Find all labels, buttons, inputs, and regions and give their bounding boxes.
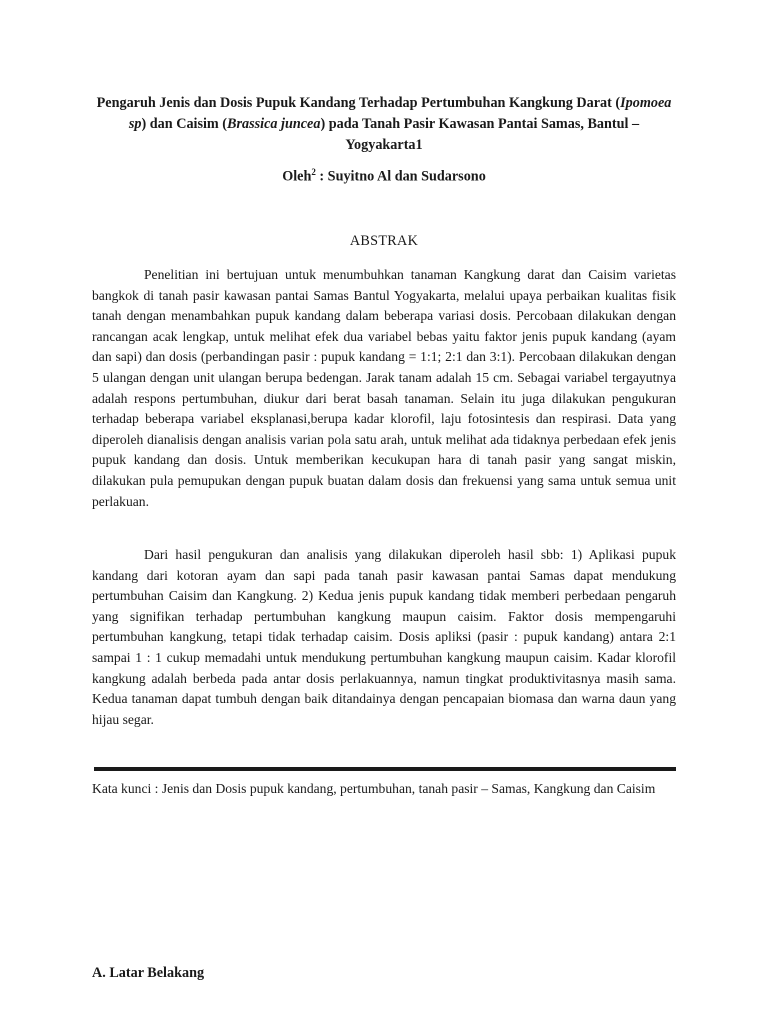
abstract-paragraph-2: Dari hasil pengukuran dan analisis yang dilakukan diperoleh hasil sbb: 1) Aplikasi pupuk kandang dari kotoran ayam dan sapi pada tanah pasir kawasan pantai Samas dapat mendukung pertumbuhan Caisim dan Kangkung. 2) Kedua jenis pupuk kandang tidak memberi perbedaan pengaruh yang signifikan terhadap pertumbuhan kangkung maupun caisim. Faktor dosis mempengaruhi pertumbuhan kangkung, tetapi tidak terhadap caisim. Dosis apliksi (pasir : pupuk kandang) antara 2:1 sampai 1 : 1 cukup memadahi untuk mendukung pertumbuhan kangkung maupun caisim. Kadar klorofil kangkung adalah berbeda pada antar dosis perlakuannya, namun tingkat produktivitasnya masih sama. Kedua tanaman dapat tumbuh dengan baik ditandainya dengan pencapaian biomasa dan warna daun yang hijau segar. bbox=[92, 547, 676, 727]
author-names: : Suyitno Al dan Sudarsono bbox=[315, 168, 486, 185]
author-prefix: Oleh bbox=[282, 168, 312, 185]
title-part-1: Pengaruh Jenis dan Dosis Pupuk Kandang Terhadap Pertumbuhan Kangkung Darat ( bbox=[96, 95, 621, 111]
section-heading: A. Latar Belakang bbox=[92, 965, 205, 981]
paper-title bbox=[92, 93, 676, 156]
author-line bbox=[92, 167, 676, 186]
abstract-heading: ABSTRAK bbox=[349, 233, 419, 249]
abstract-paragraph-1: Penelitian ini bertujuan untuk menumbuhkan tanaman Kangkung darat dan Caisim varietas bangkok di tanah pasir kawasan pantai Samas Bantul Yogyakarta, melalui upaya perbaikan kualitas fisik tanah dengan menambahkan pupuk kandang dalam beberapa variasi dosis. Percobaan dilakukan dengan rancangan acak lengkap, untuk melihat efek dua variabel bebas yaitu faktor jenis pupuk kandang (ayam dan sapi) dan dosis (perbandingan pasir : pupuk kandang = 1:1; 2:1 dan 3:1). Percobaan dilakukan dengan 5 ulangan dengan unit ulangan berupa bedengan. Jarak tanam adalah 15 cm. Sebagai variabel tergayutnya adalah respons pertumbuhan, diukur dari berat basah tanaman. Selain itu juga dilakukan pengukuran terhadap beberapa variabel eksplanasi,berupa kadar klorofil, laju fotosintesis dan respirasi. Data yang diperoleh dianalisis dengan analisis varian pola satu arah, untuk melihat ada tidaknya perbedaan efek jenis pupuk kandang dan dosis. Untuk memberikan kecukupan hara di tanah pasir yang sangat miskin, dilakukan pula pemupukan dengan pupuk buatan dalam dosis dan frekuensi yang sama untuk semua unit perlakuan. bbox=[92, 267, 676, 509]
author-superscript: 2 bbox=[311, 167, 316, 177]
title-part-3: ) pada Tanah Pasir Kawasan Pantai Samas, Bantul – Yogyakarta1 bbox=[320, 116, 640, 153]
title-italic-ipomoea: Ipomoea sp bbox=[128, 95, 672, 132]
horizontal-divider bbox=[94, 767, 676, 771]
keywords: Kata kunci : Jenis dan Dosis pupuk kandang, pertumbuhan, tanah pasir – Samas, Kangkung dan Caisim bbox=[92, 781, 656, 796]
title-italic-brassica: Brassica juncea bbox=[227, 116, 321, 132]
title-part-2: ) dan Caisim ( bbox=[141, 116, 228, 132]
